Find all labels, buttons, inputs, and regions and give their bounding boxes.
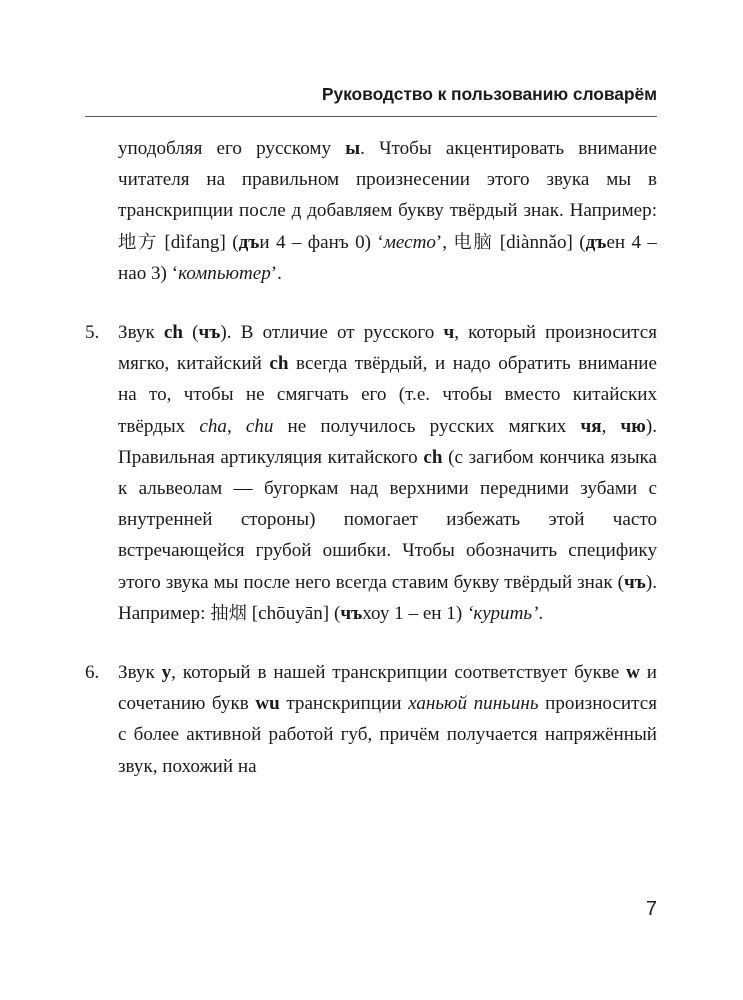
list-marker-5: 5.	[85, 322, 100, 344]
list-item-6-text: Звук у, который в нашей транскрипции соответствует букве w и сочетанию букв wu транскрипции ханьюй пиньинь произносится с более активной работой губ, причём получается напряжённый звук, похожий на	[118, 662, 657, 777]
lead-seg-5: дъ	[238, 231, 260, 253]
term-chh: чъ	[198, 322, 221, 344]
hanzi-difang: 地方	[118, 231, 158, 253]
lead-seg-6: и 4 – фанъ 0) ‘	[259, 231, 384, 253]
hanzi-chouyan: 抽烟	[210, 602, 247, 624]
term-cha: cha	[199, 415, 227, 437]
list-item-5	[85, 317, 657, 629]
term-wu: wu	[255, 693, 280, 715]
page-number: 7	[645, 898, 657, 920]
running-head: Руководство к пользованию словарём	[321, 84, 657, 104]
lead-seg-1: ы	[345, 138, 361, 159]
list-marker-6: 6.	[85, 662, 100, 684]
pinyin-chouyan: [chōuyān]	[251, 602, 330, 624]
term-ch-3: ch	[423, 446, 443, 468]
pinyin-diannao: [diànnǎo] (	[493, 231, 586, 253]
lead-seg-11: дъ	[585, 231, 607, 253]
gloss-kompyuter: компьютер	[178, 262, 271, 284]
header-rule	[85, 116, 657, 117]
lead-seg-8: ’,	[435, 231, 454, 253]
term-u: у	[161, 662, 172, 684]
term-hanyu: ханьюй пиньинь	[408, 693, 539, 715]
pinyin-difang: [dìfang] (	[157, 231, 239, 253]
lead-seg-2: . Чтобы акцентировать внимание читателя на правильном произнесении этого звука мы в транскрипции после д добавляем букву твёрдый знак. Например:	[118, 138, 658, 222]
term-ch-ru: ч	[443, 322, 455, 344]
gloss-kurit: ‘курить’	[466, 602, 539, 624]
hanzi-diannao: 电脑	[453, 231, 494, 253]
lead-seg-12: ен 4 – нао 3) ‘	[118, 231, 657, 284]
term-w: w	[626, 662, 640, 684]
term-chu: chu	[245, 415, 274, 437]
lead-seg-14: ’.	[270, 262, 282, 284]
list-item-6	[85, 657, 657, 782]
gloss-mesto: место	[383, 231, 436, 253]
page-body	[85, 133, 657, 782]
term-ch: ch	[163, 322, 183, 344]
term-chh-2: чъ	[623, 571, 646, 593]
term-chyu: чю	[620, 415, 646, 437]
term-chh-3: чъ	[340, 602, 363, 624]
lead-paragraph	[85, 133, 657, 289]
term-chya: чя	[580, 415, 602, 437]
term-ch-2: ch	[269, 353, 289, 375]
lead-seg-0: уподобляя его русскому	[118, 138, 346, 159]
list-item-5-text: Звук ch (чъ). В отличие от русского ч, который произносится мягко, китайский ch всегда твёрдый, и надо обратить внимание на то, чтобы не смягчать его (т.е. чтобы вместо китайских твёрдых cha, chu не получилось русских мягких чя, чю). Правильная артикуляция китайского ch (с загибом кончика языка к альвеолам — бугоркам над верхними передними зубами с внутренней стороны) помогает избежать этой часто встречающейся грубой ошибки. Чтобы обозначить специфику этого звука мы после него всегда ставим букву твёрдый знак (чъ). Например: 抽烟 [chōuyān] (чъхоу 1 – ен 1) ‘курить’.	[118, 322, 657, 624]
